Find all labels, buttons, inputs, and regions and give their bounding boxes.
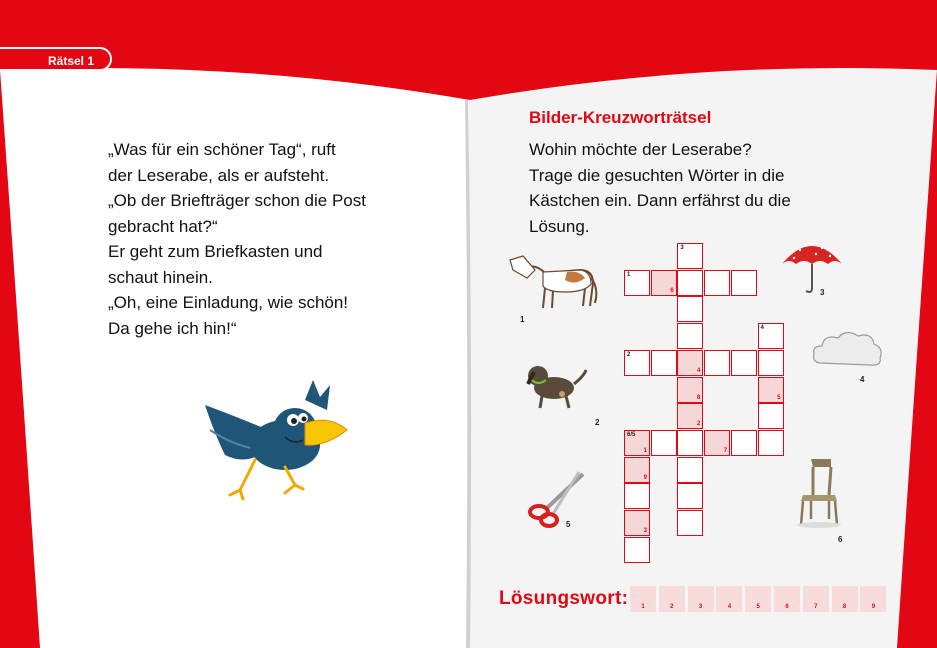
story-line: schaut hinein. xyxy=(108,267,213,287)
crossword-cell[interactable] xyxy=(758,350,784,376)
crossword-cell[interactable] xyxy=(651,350,677,376)
story-line: gebracht hat?“ xyxy=(108,216,218,236)
story-line: „Was für ein schöner Tag“, ruft xyxy=(108,140,336,159)
instruction-line: Wohin möchte der Leserabe? xyxy=(529,140,752,159)
story-text xyxy=(108,137,438,341)
cell-solution-index: 9 xyxy=(643,474,647,481)
crossword-cell[interactable] xyxy=(624,457,650,483)
solution-box-number: 2 xyxy=(670,604,674,610)
picture-number: 2 xyxy=(595,418,600,427)
solution-box-number: 4 xyxy=(727,604,732,610)
crossword-cell[interactable] xyxy=(704,350,730,376)
solution-box[interactable] xyxy=(745,586,771,612)
solution-box-number: 3 xyxy=(698,604,703,610)
story-line: Er geht zum Briefkasten und xyxy=(108,242,323,261)
crossword-cell[interactable] xyxy=(677,510,703,536)
crossword-cell[interactable] xyxy=(677,377,703,403)
crossword-cell[interactable] xyxy=(677,403,703,429)
solution-box[interactable] xyxy=(803,586,829,612)
instruction-line: Trage die gesuchten Wörter in die xyxy=(529,165,785,185)
crossword-cell[interactable] xyxy=(624,483,650,509)
solution-box-number: 7 xyxy=(814,604,818,610)
crossword-instructions xyxy=(529,137,859,239)
scissors-picture xyxy=(525,470,590,530)
cell-solution-index: 6 xyxy=(670,287,674,294)
crossword-cell[interactable] xyxy=(624,430,650,456)
crossword-cell[interactable] xyxy=(677,350,703,376)
cloud-picture xyxy=(810,328,885,373)
crossword-cell[interactable] xyxy=(624,510,650,536)
crossword-cell[interactable] xyxy=(704,430,730,456)
cell-solution-index: 2 xyxy=(697,421,701,428)
crossword-cell[interactable] xyxy=(624,350,650,376)
picture-number: 3 xyxy=(820,288,825,297)
cell-solution-index: 4 xyxy=(697,367,701,374)
chair-picture xyxy=(795,455,845,530)
solution-box-number: 8 xyxy=(842,604,847,610)
dog-picture xyxy=(522,358,592,413)
raven-illustration xyxy=(185,375,355,505)
instruction-line: Kästchen ein. Dann erfährst du die xyxy=(529,191,791,210)
crossword-cell[interactable] xyxy=(677,430,703,456)
crossword-cell[interactable] xyxy=(731,350,757,376)
crossword-cell[interactable] xyxy=(758,403,784,429)
crossword-cell[interactable] xyxy=(731,430,757,456)
solution-box[interactable] xyxy=(659,586,685,612)
solution-box[interactable] xyxy=(630,586,656,612)
cell-solution-index: 7 xyxy=(723,447,728,454)
crossword-cell[interactable] xyxy=(758,430,784,456)
cell-clue-number: 6/5 xyxy=(627,431,636,438)
cell-clue-number: 3 xyxy=(680,245,684,251)
instruction-line: Lösung. xyxy=(529,216,590,236)
story-line: der Leserabe, als er aufsteht. xyxy=(108,165,330,185)
picture-number: 5 xyxy=(566,520,571,529)
puzzle-badge: Rätsel 1 xyxy=(0,47,112,71)
crossword-cell[interactable] xyxy=(677,483,703,509)
crossword-cell[interactable] xyxy=(624,270,650,296)
picture-number: 4 xyxy=(860,375,865,384)
crossword-cell[interactable] xyxy=(758,377,784,403)
crossword-cell[interactable] xyxy=(731,270,757,296)
solution-label: Lösungswort: xyxy=(499,588,629,609)
cell-solution-index: 3 xyxy=(643,528,647,534)
solution-box-number: 6 xyxy=(785,604,789,610)
crossword-cell[interactable] xyxy=(651,430,677,456)
crossword-cell[interactable] xyxy=(677,270,703,296)
crossword-cell[interactable] xyxy=(651,270,677,296)
picture-number: 6 xyxy=(838,535,843,544)
crossword-cell[interactable] xyxy=(677,323,703,349)
solution-box[interactable] xyxy=(688,586,714,612)
crossword-cell[interactable] xyxy=(624,537,650,563)
crossword-cell[interactable] xyxy=(758,323,784,349)
crossword-cell[interactable] xyxy=(677,457,703,483)
crossword-cell[interactable] xyxy=(677,243,703,269)
solution-box[interactable] xyxy=(774,586,800,612)
cell-solution-index: 8 xyxy=(697,394,701,401)
picture-number: 1 xyxy=(520,315,525,324)
story-line: „Ob der Briefträger schon die Post xyxy=(108,191,366,210)
solution-box-number: 5 xyxy=(756,604,760,610)
story-line: Da gehe ich hin!“ xyxy=(108,318,237,338)
solution-box-number: 9 xyxy=(871,604,876,610)
cell-solution-index: 1 xyxy=(643,447,647,454)
horse-picture xyxy=(505,248,600,313)
story-line: „Oh, eine Einladung, wie schön! xyxy=(108,293,349,312)
crossword-cell[interactable] xyxy=(704,270,730,296)
crossword-cell[interactable] xyxy=(677,296,703,322)
cell-clue-number: 4 xyxy=(760,325,764,332)
cell-clue-number: 2 xyxy=(627,351,631,358)
crossword-title: Bilder-Kreuzworträtsel xyxy=(529,108,712,127)
solution-box[interactable] xyxy=(860,586,886,612)
cell-clue-number: 1 xyxy=(627,271,631,278)
umbrella-picture xyxy=(780,234,845,294)
solution-box-number: 1 xyxy=(641,604,645,610)
solution-box[interactable] xyxy=(832,586,858,612)
solution-box[interactable] xyxy=(716,586,742,612)
cell-solution-index: 5 xyxy=(777,394,781,401)
